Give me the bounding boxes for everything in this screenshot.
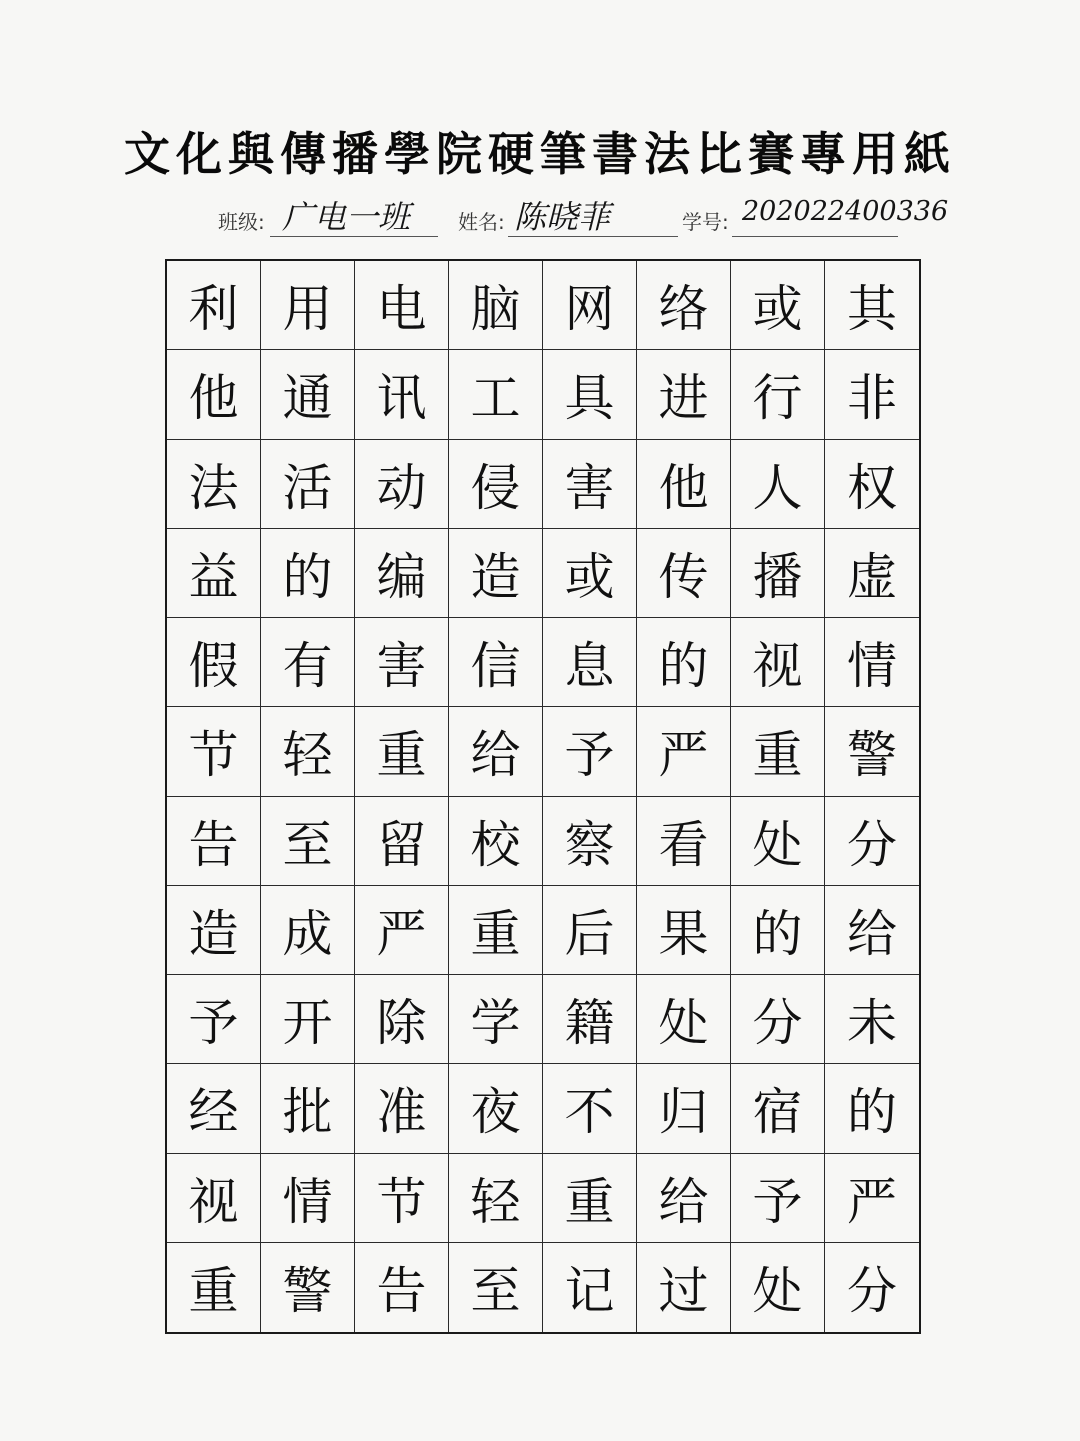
grid-cell: 批 (261, 1064, 355, 1153)
grid-cell: 籍 (543, 975, 637, 1064)
grid-cell: 处 (731, 797, 825, 886)
grid-cell: 警 (261, 1243, 355, 1332)
grid-cell: 归 (637, 1064, 731, 1153)
grid-cell: 经 (167, 1064, 261, 1153)
grid-cell: 讯 (355, 350, 449, 439)
grid-cell: 侵 (449, 440, 543, 529)
grid-cell: 的 (825, 1064, 919, 1153)
grid-cell: 其 (825, 261, 919, 350)
grid-cell: 夜 (449, 1064, 543, 1153)
grid-cell: 记 (543, 1243, 637, 1332)
id-label: 学号: (682, 210, 729, 234)
grid-cell: 开 (261, 975, 355, 1064)
grid-cell: 息 (543, 618, 637, 707)
grid-cell: 电 (355, 261, 449, 350)
grid-cell: 节 (355, 1154, 449, 1243)
grid-cell: 具 (543, 350, 637, 439)
grid-cell: 察 (543, 797, 637, 886)
grid-cell: 给 (449, 707, 543, 796)
grid-cell: 重 (167, 1243, 261, 1332)
grid-cell: 处 (637, 975, 731, 1064)
grid-cell: 严 (355, 886, 449, 975)
grid-cell: 害 (355, 618, 449, 707)
calligraphy-grid (165, 259, 921, 1334)
grid-cell: 未 (825, 975, 919, 1064)
grid-cell: 学 (449, 975, 543, 1064)
grid-cell: 果 (637, 886, 731, 975)
grid-cell: 脑 (449, 261, 543, 350)
grid-cell: 权 (825, 440, 919, 529)
grid-cell: 予 (167, 975, 261, 1064)
grid-cell: 通 (261, 350, 355, 439)
grid-cell: 看 (637, 797, 731, 886)
grid-cell: 活 (261, 440, 355, 529)
grid-cell: 给 (825, 886, 919, 975)
grid-cell: 益 (167, 529, 261, 618)
grid-cell: 予 (543, 707, 637, 796)
grid-cell: 情 (825, 618, 919, 707)
class-value: 广电一班 (282, 198, 411, 236)
grid-cell: 造 (167, 886, 261, 975)
grid-cell: 分 (825, 797, 919, 886)
grid-cell: 编 (355, 529, 449, 618)
grid-cell: 工 (449, 350, 543, 439)
grid-cell: 造 (449, 529, 543, 618)
grid-cell: 网 (543, 261, 637, 350)
grid-cell: 不 (543, 1064, 637, 1153)
grid-cell: 传 (637, 529, 731, 618)
grid-cell: 处 (731, 1243, 825, 1332)
grid-cell: 给 (637, 1154, 731, 1243)
id-underline (732, 236, 898, 237)
sheet-title: 文化與傳播學院硬筆書法比賽專用紙 (124, 127, 956, 181)
grid-cell: 予 (731, 1154, 825, 1243)
grid-cell: 他 (637, 440, 731, 529)
grid-cell: 假 (167, 618, 261, 707)
grid-cell: 法 (167, 440, 261, 529)
grid-cell: 过 (637, 1243, 731, 1332)
info-row (0, 192, 1080, 242)
grid-cell: 或 (731, 261, 825, 350)
grid-cell: 的 (731, 886, 825, 975)
grid-cell: 非 (825, 350, 919, 439)
grid-cell: 视 (731, 618, 825, 707)
grid-cell: 虚 (825, 529, 919, 618)
grid-cell: 留 (355, 797, 449, 886)
grid-cell: 人 (731, 440, 825, 529)
grid-cell: 严 (825, 1154, 919, 1243)
grid-cell: 利 (167, 261, 261, 350)
grid-cell: 严 (637, 707, 731, 796)
grid-cell: 害 (543, 440, 637, 529)
class-label: 班级: (218, 210, 265, 234)
grid-cell: 至 (261, 797, 355, 886)
grid-cell: 分 (731, 975, 825, 1064)
id-value: 202022400336 (742, 196, 949, 227)
grid-cell: 重 (449, 886, 543, 975)
name-value: 陈晓菲 (514, 198, 611, 236)
class-underline (270, 236, 438, 237)
name-label: 姓名: (458, 210, 505, 234)
grid-cell: 后 (543, 886, 637, 975)
grid-cell: 行 (731, 350, 825, 439)
grid-cell: 有 (261, 618, 355, 707)
grid-cell: 重 (731, 707, 825, 796)
grid-cell: 成 (261, 886, 355, 975)
grid-cell: 重 (543, 1154, 637, 1243)
grid-cell: 的 (637, 618, 731, 707)
grid-cell: 除 (355, 975, 449, 1064)
grid-cell: 告 (167, 797, 261, 886)
grid-cell: 轻 (261, 707, 355, 796)
grid-cell: 动 (355, 440, 449, 529)
grid-cell: 至 (449, 1243, 543, 1332)
grid-cell: 节 (167, 707, 261, 796)
grid-cell: 络 (637, 261, 731, 350)
grid-cell: 准 (355, 1064, 449, 1153)
grid-cell: 进 (637, 350, 731, 439)
grid-cell: 告 (355, 1243, 449, 1332)
grid-cell: 用 (261, 261, 355, 350)
grid-cell: 信 (449, 618, 543, 707)
grid-cell: 校 (449, 797, 543, 886)
name-underline (508, 236, 678, 237)
grid-cell: 播 (731, 529, 825, 618)
grid-cell: 情 (261, 1154, 355, 1243)
grid-cell: 宿 (731, 1064, 825, 1153)
grid-cell: 视 (167, 1154, 261, 1243)
grid-cell: 他 (167, 350, 261, 439)
grid-cell: 重 (355, 707, 449, 796)
grid-cell: 分 (847, 1262, 897, 1321)
grid-cell: 警 (825, 707, 919, 796)
grid-cell: 或 (543, 529, 637, 618)
grid-cell: 的 (261, 529, 355, 618)
grid-cell: 轻 (449, 1154, 543, 1243)
